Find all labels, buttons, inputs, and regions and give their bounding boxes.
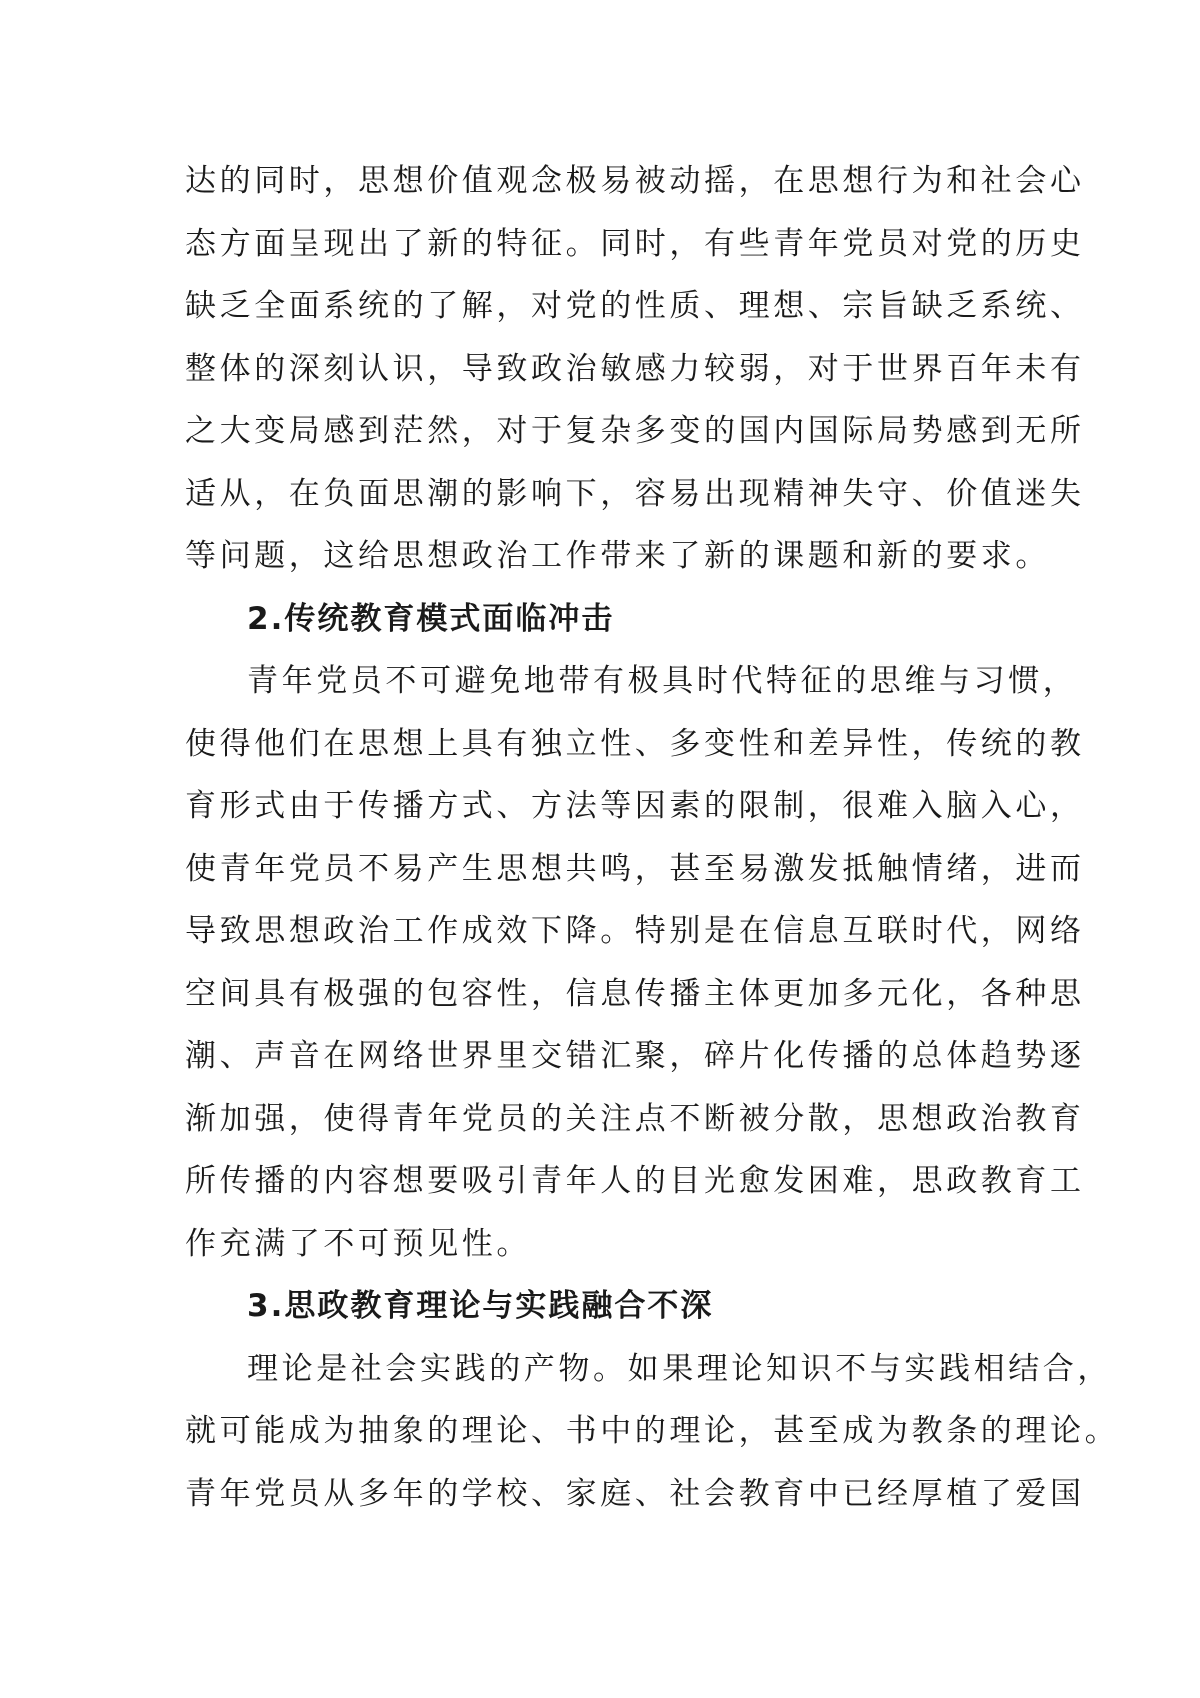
paragraph-line: 之大变局感到茫然，对于复杂多变的国内国际局势感到无所 (185, 413, 1085, 449)
paragraph-line: 等问题，这给思想政治工作带来了新的课题和新的要求。 (185, 538, 1050, 574)
paragraph-line: 空间具有极强的包容性，信息传播主体更加多元化，各种思 (185, 975, 1085, 1012)
paragraph-line: 青年党员不可避免地带有极具时代特征的思维与习惯， (247, 663, 1078, 699)
paragraph-line: 缺乏全面系统的了解，对党的性质、理想、宗旨缺乏系统、 (185, 288, 1085, 324)
paragraph-line: 青年党员从多年的学校、家庭、社会教育中已经厚植了爱国 (185, 1475, 1085, 1512)
paragraph-line: 达的同时，思想价值观念极易被动摇，在思想行为和社会心 (185, 163, 1085, 199)
paragraph-line: 育形式由于传播方式、方法等因素的限制，很难入脑入心， (185, 788, 1085, 824)
document-body (185, 150, 1120, 1525)
section-heading: 2.传统教育模式面临冲击 (247, 600, 615, 637)
paragraph-line: 渐加强，使得青年党员的关注点不断被分散，思想政治教育 (185, 1100, 1085, 1137)
paragraph-line: 适从，在负面思潮的影响下，容易出现精神失守、价值迷失 (185, 475, 1085, 512)
paragraph-line: 所传播的内容想要吸引青年人的目光愈发困难，思政教育工 (185, 1163, 1085, 1199)
paragraph-line: 态方面呈现出了新的特征。同时，有些青年党员对党的历史 (185, 225, 1085, 262)
section-heading: 3.思政教育理论与实践融合不深 (247, 1288, 714, 1324)
paragraph-line: 作充满了不可预见性。 (185, 1225, 531, 1262)
paragraph-line: 导致思想政治工作成效下降。特别是在信息互联时代，网络 (185, 913, 1085, 949)
paragraph-line: 整体的深刻认识，导致政治敏感力较弱，对于世界百年未有 (185, 350, 1085, 387)
paragraph-line: 理论是社会实践的产物。如果理论知识不与实践相结合， (247, 1350, 1112, 1387)
paragraph-line: 使得他们在思想上具有独立性、多变性和差异性，传统的教 (185, 725, 1085, 762)
paragraph-line: 潮、声音在网络世界里交错汇聚，碎片化传播的总体趋势逐 (185, 1038, 1085, 1074)
paragraph-line: 使青年党员不易产生思想共鸣，甚至易激发抵触情绪，进而 (185, 850, 1085, 887)
paragraph-line: 就可能成为抽象的理论、书中的理论，甚至成为教条的理论。 (185, 1413, 1120, 1449)
